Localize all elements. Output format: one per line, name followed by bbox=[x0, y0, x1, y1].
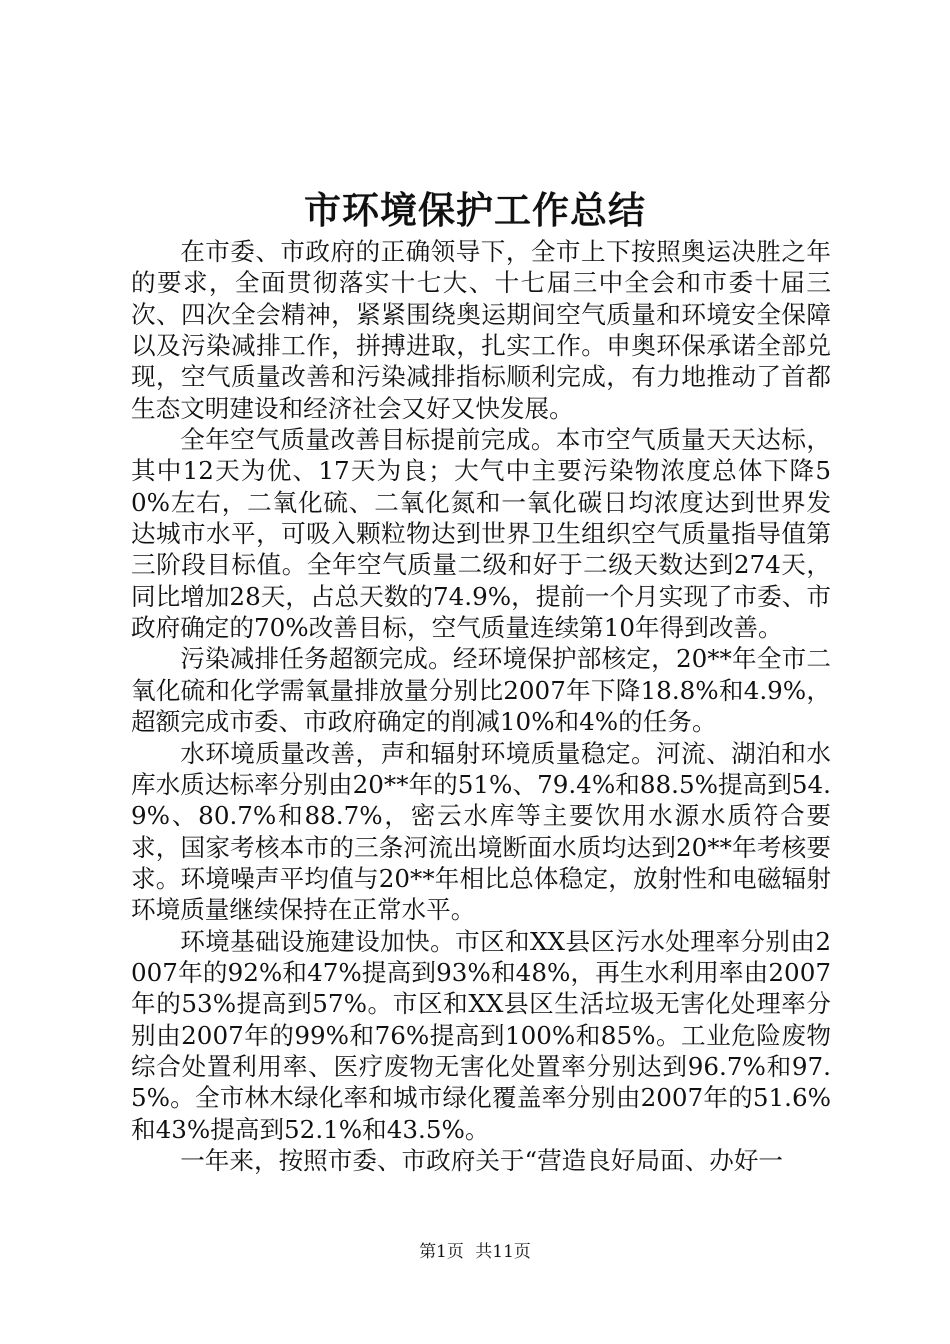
page-number: 第1页 bbox=[419, 1242, 464, 1262]
paragraph: 在市委、市政府的正确领导下，全市上下按照奥运决胜之年的要求，全面贯彻落实十七大、十七届三中全会和市委十届三次、四次全会精神，紧紧围绕奥运期间空气质量和环境安全保障以及污染减排工作，拼搏进取，扎实工作。申奥环保承诺全部兑现，空气质量改善和污染减排指标顺利完成，有力地推动了首都生态文明建设和经济社会又好又快发展。 bbox=[131, 237, 831, 423]
page-footer bbox=[0, 1240, 950, 1264]
document-title: 市环境保护工作总结 bbox=[304, 188, 646, 232]
document-body bbox=[131, 236, 831, 1176]
paragraph: 环境基础设施建设加快。市区和XX县区污水处理率分别由2007年的92%和47%提高到93%和48%，再生水利用率由2007年的53%提高到57%。市区和XX县区生活垃圾无害化处理率分别由2007年的99%和76%提高到100%和85%。工业危险废物综合处置利用率、医疗废物无害化处置率分别达到96.7%和97.5%。全市林木绿化率和城市绿化覆盖率分别由2007年的51.6%和43%提高到52.1%和43.5%。 bbox=[131, 926, 831, 1144]
page-total: 共11页 bbox=[475, 1242, 531, 1262]
paragraph: 污染减排任务超额完成。经环境保护部核定，20**年全市二氧化硫和化学需氧量排放量分别比2007年下降18.8%和4.9%，超额完成市委、市政府确定的削减10%和4%的任务。 bbox=[131, 644, 831, 737]
paragraph: 水环境质量改善，声和辐射环境质量稳定。河流、湖泊和水库水质达标率分别由20**年的51%、79.4%和88.5%提高到54.9%、80.7%和88.7%，密云水库等主要饮用水源水质符合要求，国家考核本市的三条河流出境断面水质均达到20**年考核要求。环境噪声平均值与20**年相比总体稳定，放射性和电磁辐射环境质量继续保持在正常水平。 bbox=[131, 738, 831, 925]
paragraph: 一年来，按照市委、市政府关于“营造良好局面、办好一 bbox=[180, 1145, 784, 1175]
paragraph: 全年空气质量改善目标提前完成。本市空气质量天天达标，其中12天为优、17天为良；大气中主要污染物浓度总体下降50%左右，二氧化硫、二氧化氮和一氧化碳日均浓度达到世界发达城市水平，可吸入颗粒物达到世界卫生组织空气质量指导值第三阶段目标值。全年空气质量二级和好于二级天数达到274天，同比增加28天，占总天数的74.9%，提前一个月实现了市委、市政府确定的70%改善目标，空气质量连续第10年得到改善。 bbox=[131, 425, 831, 643]
